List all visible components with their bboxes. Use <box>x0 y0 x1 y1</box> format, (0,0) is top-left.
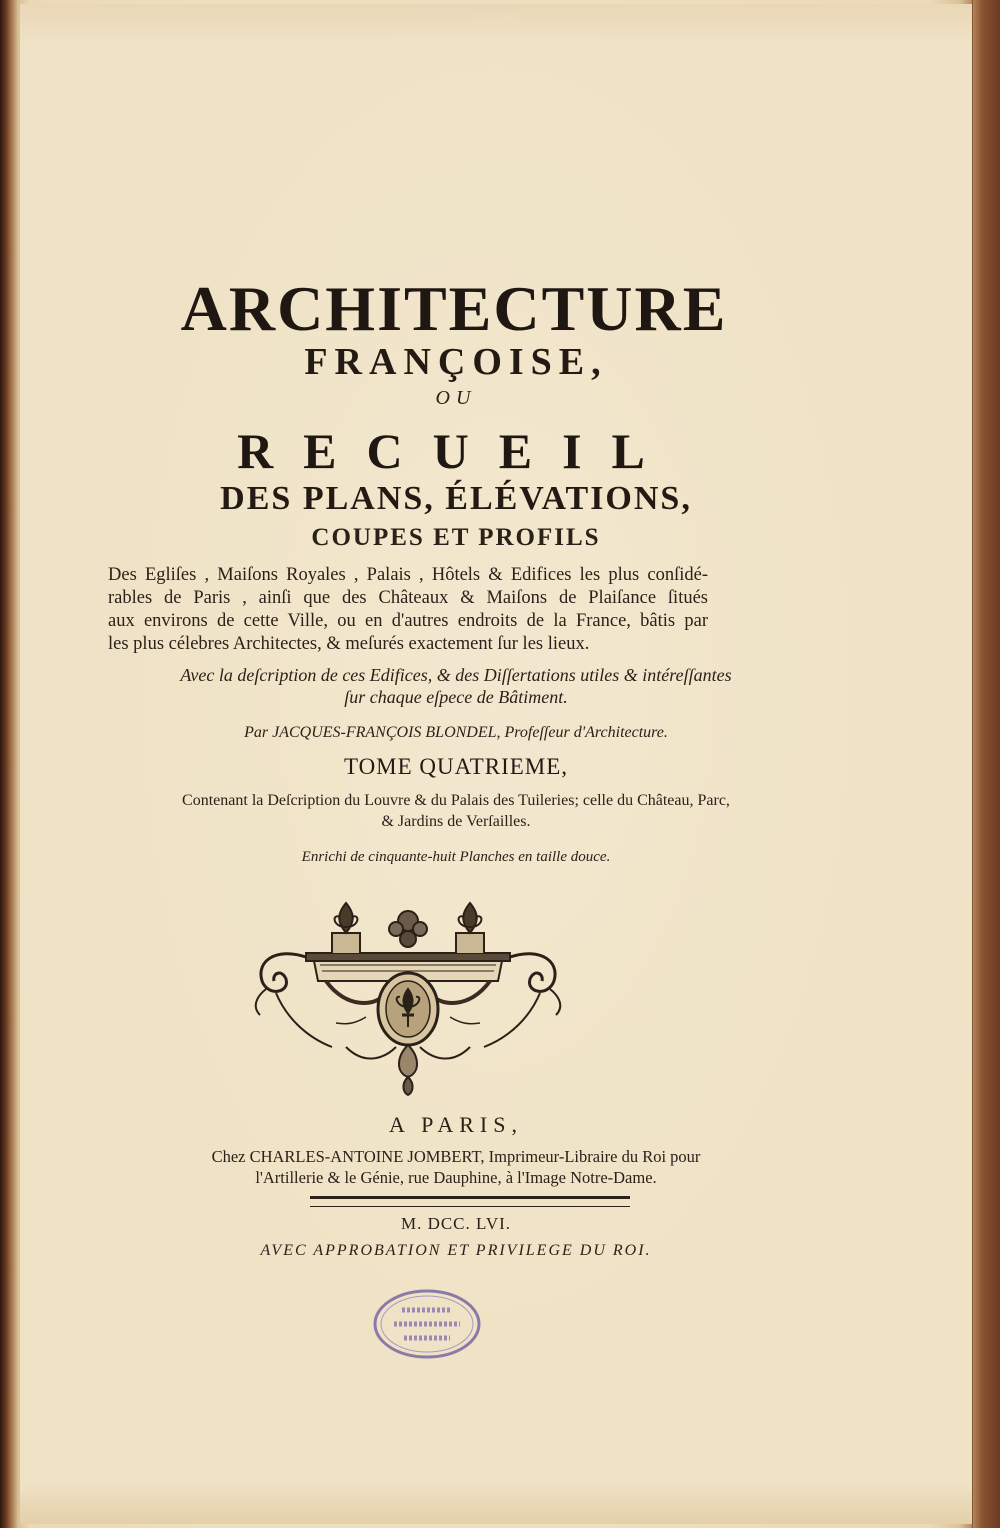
description-paragraph <box>108 564 708 656</box>
imprint-publisher <box>116 1146 796 1188</box>
title-line-francoise: FRANÇOISE, <box>304 341 608 383</box>
title-line-ou: OU <box>435 387 477 409</box>
contents-line: & Jardins de Verſailles. <box>381 813 531 830</box>
contents-line: Contenant la Deſcription du Louvre & du Palais des Tuileries; celle du Château, Parc, <box>182 792 730 809</box>
library-stamp-icon <box>372 1288 482 1360</box>
tome-heading: TOME QUATRIEME, <box>343 754 569 779</box>
plates-note: Enrichi de cinquante-huit Planches en taille douce. <box>301 849 611 865</box>
imprint-city: A PARIS, <box>388 1112 523 1137</box>
imprint-line: Chez CHARLES-ANTOINE JOMBERT, Imprimeur-Libraire du Roi pour <box>211 1147 701 1166</box>
description-line: Des Egliſes , Maiſons Royales , Palais , Hôtels & Edifices les plus conſidé- <box>108 565 708 585</box>
title-line-coupes: COUPES ET PROFILS <box>311 524 601 551</box>
imprint-line: l'Artillerie & le Génie, rue Dauphine, à l'Image Notre-Dame. <box>255 1168 657 1187</box>
avec-line: ſur chaque eſpece de Bâtiment. <box>344 687 568 707</box>
contents-description <box>116 790 796 832</box>
page-edge <box>972 0 973 1528</box>
privilege-line: AVEC APPROBATION ET PRIVILEGE DU ROI. <box>260 1242 652 1259</box>
title-line-recueil: RECUEIL <box>237 423 675 479</box>
author-line: Par JACQUES-FRANÇOIS BLONDEL, Profeſſeur d'Architecture. <box>244 724 668 741</box>
title-line-architecture: ARCHITECTURE <box>180 273 728 344</box>
description-line: les plus célebres Architectes, & meſurés exactement ſur les lieux. <box>108 634 590 654</box>
avec-description <box>116 664 796 708</box>
title-line-plans: DES PLANS, ÉLÉVATIONS, <box>220 480 692 517</box>
description-line: aux environs de cette Ville, ou en d'autres endroits de la France, bâtis par <box>108 611 708 631</box>
avec-line: Avec la deſcription de ces Edifices, & des Diſſertations utiles & intéreſſantes <box>180 665 732 685</box>
description-line: rables de Paris , ainſi que des Châteaux & Maiſons de Plaiſance ſitués <box>108 588 708 608</box>
royal-arms-ornament-icon <box>236 897 580 1097</box>
title-page <box>20 4 972 1524</box>
double-rule-divider <box>310 1196 630 1207</box>
publication-date: M. DCC. LVI. <box>400 1214 512 1233</box>
